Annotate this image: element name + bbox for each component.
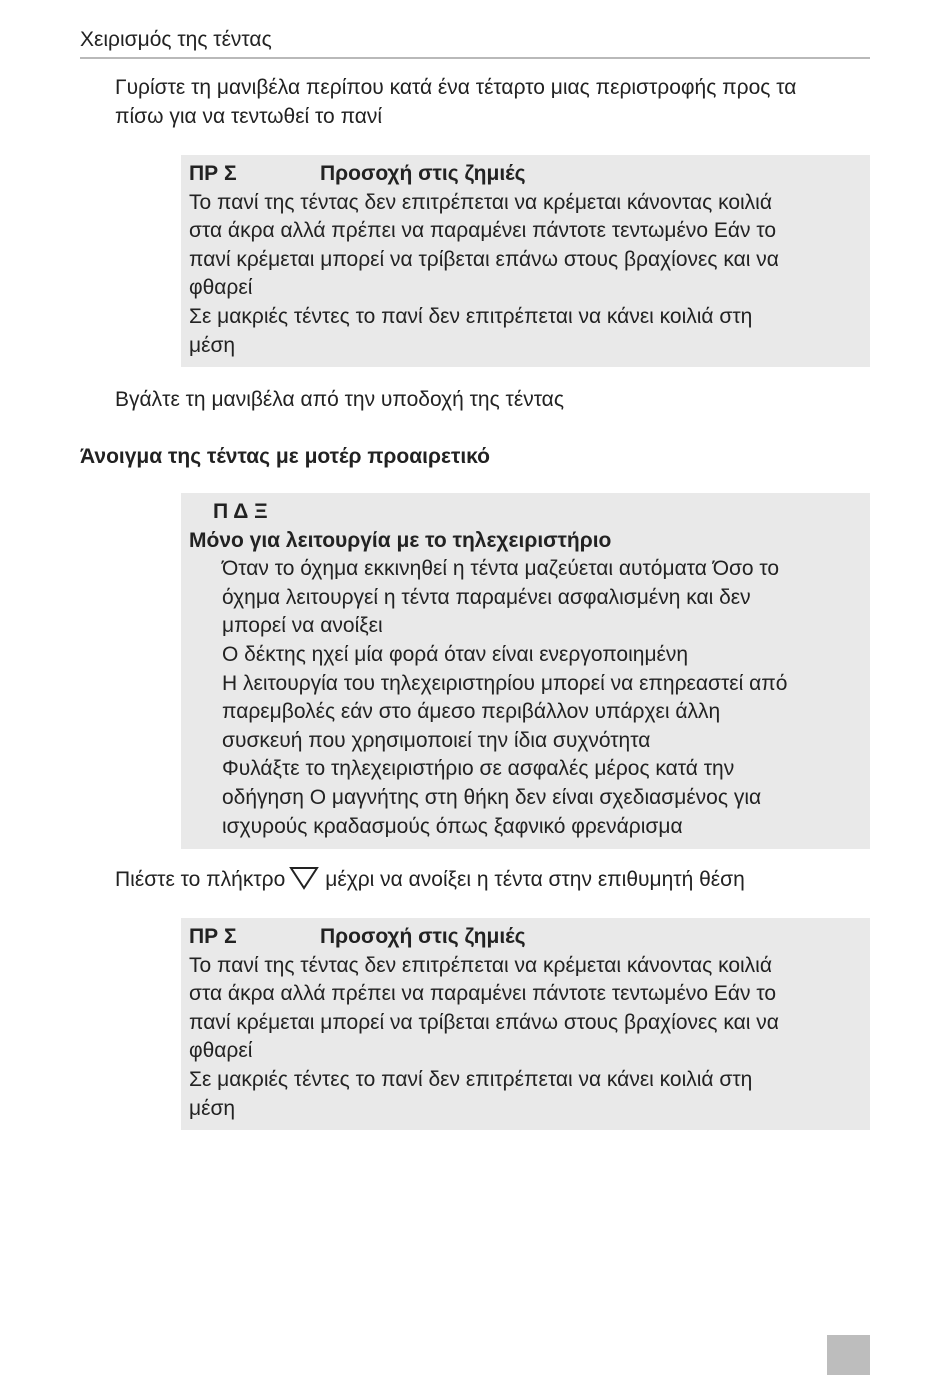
page-corner-marker	[827, 1335, 870, 1375]
caution-line: μέση	[189, 333, 236, 357]
note-line: παρεμβολές εάν στο άμεσο περιβάλλον υπάρχει άλλη	[222, 700, 721, 724]
triangle-down-icon	[289, 866, 319, 899]
caution-title: Προσοχή στις ζημιές	[320, 162, 526, 185]
caution-line: φθαρεί	[189, 1039, 253, 1063]
note-label: Π Δ Ξ	[213, 500, 268, 523]
step-text-before: Πιέστε το πλήκτρο	[115, 868, 286, 891]
caution-title: Προσοχή στις ζημιές	[320, 925, 526, 948]
note-line: Όταν το όχημα εκκινηθεί η τέντα μαζεύεται αυτόματα Όσο το	[222, 557, 780, 581]
header-divider	[80, 57, 870, 59]
note-line: μπορεί να ανοίξει	[222, 614, 383, 638]
note-line: Φυλάξτε το τηλεχειριστήριο σε ασφαλές μέρος κατά την	[222, 757, 735, 781]
caution-line: πανί κρέμεται μπορεί να τρίβεται επάνω στους βραχίονες και να	[189, 1010, 779, 1034]
note-line: οδήγηση Ο μαγνήτης στη θήκη δεν είναι σχεδιασμένος για	[222, 785, 762, 809]
section-heading-motor-open: Άνοιγμα της τέντας με μοτέρ προαιρετικό	[80, 445, 490, 468]
step-press-button	[115, 866, 745, 899]
caution-line: Σε μακριές τέντες το πανί δεν επιτρέπεται να κάνει κοιλιά στη	[189, 1067, 753, 1091]
caution-line: Το πανί της τέντας δεν επιτρέπεται να κρέμεται κάνοντας κοιλιά	[189, 953, 772, 977]
note-line: Η λειτουργία του τηλεχειριστηρίου μπορεί να επηρεαστεί από	[222, 671, 788, 695]
caution-line: μέση	[189, 1096, 236, 1120]
caution-line: φθαρεί	[189, 276, 253, 300]
step-line: Γυρίστε τη μανιβέλα περίπου κατά ένα τέταρτο μιας περιστροφής προς τα	[115, 76, 797, 99]
step-remove-crank: Βγάλτε τη μανιβέλα από την υποδοχή της τέντας	[115, 388, 564, 411]
step-rotate-crank	[115, 74, 796, 131]
note-line: συσκευή που χρησιμοποιεί την ίδια συχνότητα	[222, 728, 651, 752]
caution-heading	[189, 160, 858, 189]
caution-line: πανί κρέμεται μπορεί να τρίβεται επάνω στους βραχίονες και να	[189, 247, 779, 271]
step-text-after: μέχρι να ανοίξει η τέντα στην επιθυμητή θέση	[325, 868, 745, 891]
note-line: Ο δέκτης ηχεί μία φορά όταν είναι ενεργοποιημένη	[222, 642, 689, 666]
caution-box-damage-2	[181, 918, 870, 1130]
caution-label: ΠΡ Σ	[189, 925, 237, 948]
note-line: ισχυρούς κραδασμούς όπως ξαφνικό φρενάρισμα	[222, 814, 683, 838]
caution-label: ΠΡ Σ	[189, 162, 237, 185]
page-header-title: Χειρισμός της τέντας	[80, 28, 272, 51]
caution-line: Σε μακριές τέντες το πανί δεν επιτρέπεται να κάνει κοιλιά στη	[189, 304, 753, 328]
step-line: πίσω για να τεντωθεί το πανί	[115, 104, 383, 128]
note-subtitle: Μόνο για λειτουργία με το τηλεχειριστήριο	[189, 528, 612, 552]
note-line: όχημα λειτουργεί η τέντα παραμένει ασφαλισμένη και δεν	[222, 585, 751, 609]
caution-box-damage	[181, 155, 870, 367]
caution-heading	[189, 923, 858, 952]
note-box-remote	[181, 493, 870, 849]
caution-line: Το πανί της τέντας δεν επιτρέπεται να κρέμεται κάνοντας κοιλιά	[189, 190, 772, 214]
caution-line: στα άκρα αλλά πρέπει να παραμένει πάντοτε τεντωμένο Εάν το	[189, 219, 777, 243]
caution-line: στα άκρα αλλά πρέπει να παραμένει πάντοτε τεντωμένο Εάν το	[189, 982, 777, 1006]
